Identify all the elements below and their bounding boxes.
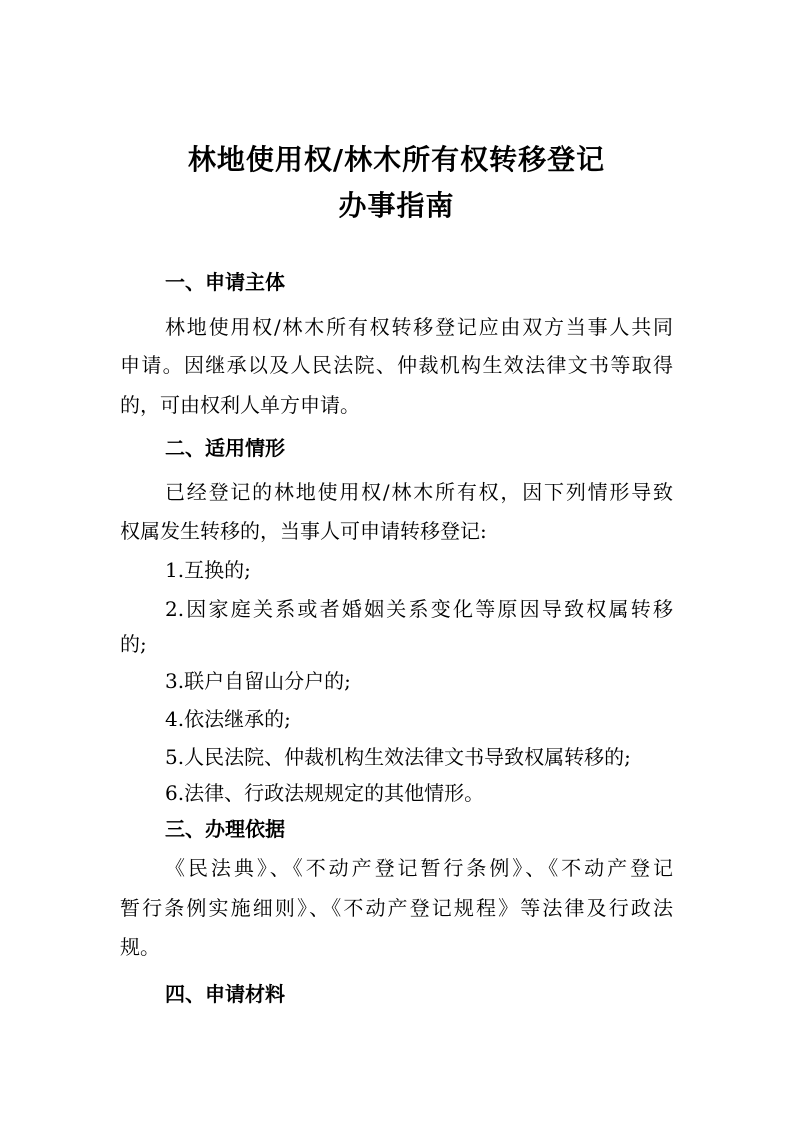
paragraph-line: 暂行条例实施细则》、《不动产登记规程》等法律及行政法 — [120, 896, 673, 920]
paragraph-line: 《民法典》、《不动产登记暂行条例》、《不动产登记 — [165, 856, 673, 880]
list-item: 3.联户自留山分户的; — [165, 669, 351, 693]
paragraph-line: 林地使用权/林木所有权转移登记应由双方当事人共同 — [165, 315, 673, 339]
paragraph-line: 权属发生转移的，当事人可申请转移登记: — [120, 519, 487, 543]
section-heading-basis: 三、办理依据 — [165, 817, 285, 841]
paragraph-line: 已经登记的林地使用权/林木所有权，因下列情形导致 — [165, 480, 673, 504]
paragraph-line: 的，可由权利人单方申请。 — [120, 393, 360, 417]
section-heading-applicant: 一、申请主体 — [165, 270, 285, 294]
list-item: 6.法律、行政法规规定的其他情形。 — [165, 781, 485, 805]
list-item: 的; — [120, 632, 147, 656]
section-heading-situations: 二、适用情形 — [165, 436, 285, 460]
list-item: 5.人民法院、仲裁机构生效法律文书导致权属转移的; — [165, 745, 631, 769]
section-heading-materials: 四、申请材料 — [165, 982, 285, 1006]
document-title-line-2: 办事指南 — [338, 189, 455, 222]
list-item: 2.因家庭关系或者婚姻关系变化等原因导致权属转移 — [165, 597, 673, 621]
list-item: 1.互换的; — [165, 558, 251, 582]
paragraph-line: 规。 — [120, 935, 160, 959]
document-title-line-1: 林地使用权/林木所有权转移登记 — [187, 143, 606, 176]
paragraph-line: 申请。因继承以及人民法院、仲裁机构生效法律文书等取得 — [120, 353, 673, 377]
list-item: 4.依法继承的; — [165, 707, 291, 731]
